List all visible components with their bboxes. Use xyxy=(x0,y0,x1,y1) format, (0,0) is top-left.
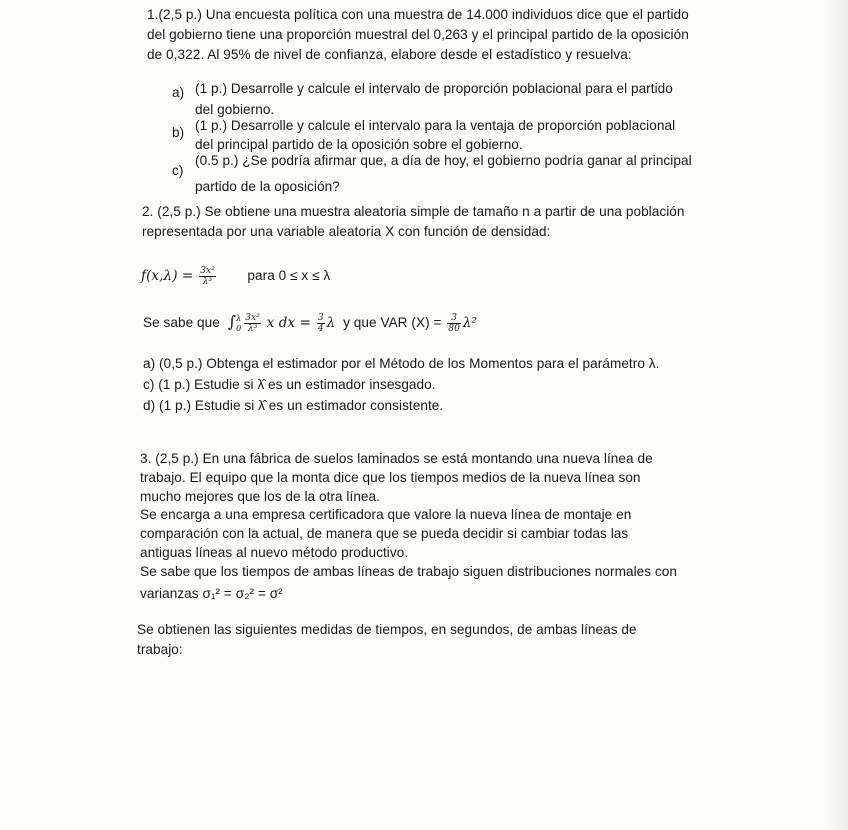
problem1-item-a-label: a) xyxy=(172,85,185,100)
integrand-tail: x dx = xyxy=(266,315,312,332)
integrand-numerator: 3x² xyxy=(245,313,260,323)
variance-numerator: 3 xyxy=(447,313,461,324)
result-denominator: 4 xyxy=(317,324,324,334)
problem1-item-a-line-1: (1 p.) Desarrolle y calcule el intervalo de proporción poblacional para el partido xyxy=(195,81,673,96)
problem3-line-7: Se sabe que los tiempos de ambas líneas de trabajo siguen distribuciones normales con xyxy=(140,564,677,579)
variance-denominator: 80 xyxy=(448,324,460,334)
variance-label: y que VAR (X) = xyxy=(343,315,442,331)
density-numerator: 3x² xyxy=(200,266,215,276)
density-domain: para 0 ≤ x ≤ λ xyxy=(247,268,331,284)
problem1-item-c-line-1: (0.5 p.) ¿Se podría afirmar que, a día de hoy, el gobierno podría ganar al principal xyxy=(195,153,692,168)
problem1-line-3: de 0,322. Al 95% de nivel de confianza, elabore desde el estadístico y resuelva: xyxy=(147,47,632,62)
variance-fraction xyxy=(447,313,461,334)
problem3-line-3: mucho mejores que los de la otra línea. xyxy=(140,489,380,504)
problem1-item-c-line-2: partido de la oposición? xyxy=(195,179,340,194)
integrand-fraction xyxy=(244,313,261,334)
problem2-item-a: a) (0,5 p.) Obtenga el estimador por el Método de los Momentos para el parámetro λ. xyxy=(143,356,660,371)
problem3-line-8: varianzas σ₁² = σ₂² = σ² xyxy=(140,586,283,601)
result-tail: λ xyxy=(326,315,336,332)
problem2-item-c: c) (1 p.) Estudie si λ̂ es un estimador insesgado. xyxy=(143,377,436,392)
problem3-line-9: Se obtienen las siguientes medidas de tiempos, en segundos, de ambas líneas de xyxy=(137,622,637,637)
problem1-line-1: 1.(2,5 p.) Una encuesta política con una muestra de 14.000 individuos dice que el partido xyxy=(147,7,689,22)
integral-sign: ∫ xyxy=(227,312,237,332)
problem1-line-2: del gobierno tiene una proporción muestral del 0,263 y el principal partido de la oposición xyxy=(147,27,689,42)
result-fraction xyxy=(317,313,325,334)
page-edge-shadow xyxy=(822,0,848,830)
integral-upper: λ xyxy=(236,313,242,323)
problem3-line-1: 3. (2,5 p.) En una fábrica de suelos laminados se está montando una nueva línea de xyxy=(140,451,653,466)
known-prefix: Se sabe que xyxy=(143,315,220,331)
problem1-item-b-label: b) xyxy=(172,125,185,140)
density-formula xyxy=(141,266,330,287)
problem3-line-6: antiguas líneas al nuevo método productivo. xyxy=(140,545,409,560)
problem1-item-c-label: c) xyxy=(172,163,184,178)
problem1-item-a-line-2: del gobierno. xyxy=(195,102,275,117)
problem3-line-4: Se encarga a una empresa certificadora que valore la nueva línea de montaje en xyxy=(140,507,632,522)
density-fraction xyxy=(199,266,216,287)
integral-lower: 0 xyxy=(236,323,242,333)
density-lhs: f(x,λ) = xyxy=(141,268,194,285)
integrand-denominator: λ³ xyxy=(247,324,258,334)
problem3-line-10: trabajo: xyxy=(137,642,183,657)
problem3-line-5: comparación con la actual, de manera que se pueda decidir si cambiar todas las xyxy=(140,526,629,541)
result-numerator: 3 xyxy=(317,313,324,323)
problem2-line-1: 2. (2,5 p.) Se obtiene una muestra aleatoria simple de tamaño n a partir de una población xyxy=(142,204,685,219)
problem2-line-2: representada por una variable aleatoria X con función de densidad: xyxy=(142,224,551,239)
variance-tail: λ² xyxy=(462,315,478,332)
known-formula xyxy=(143,313,477,334)
problem3-line-2: trabajo. El equipo que la monta dice que los tiempos medios de la nueva línea son xyxy=(140,470,641,485)
problem2-item-d: d) (1 p.) Estudie si λ̂ es un estimador consistente. xyxy=(143,398,444,413)
density-denominator: λ³ xyxy=(202,277,213,287)
problem1-item-b-line-1: (1 p.) Desarrolle y calcule el intervalo para la ventaja de proporción poblacional xyxy=(195,118,676,133)
problem1-item-b-line-2: del principal partido de la oposición sobre el gobierno. xyxy=(195,137,523,152)
